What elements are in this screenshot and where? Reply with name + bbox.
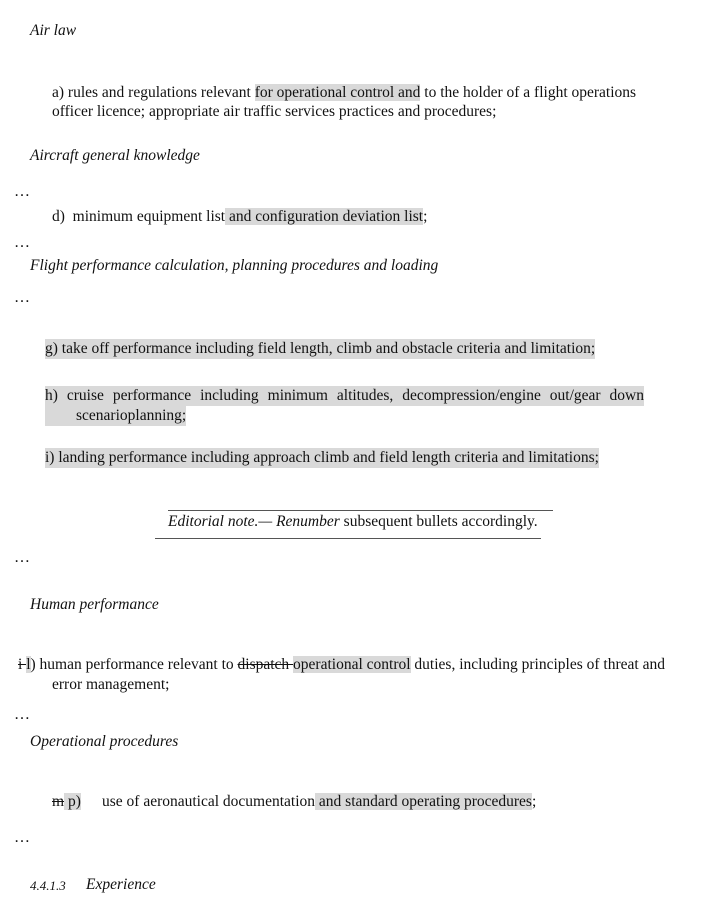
item-p-text — [102, 792, 536, 812]
item-l-line1 — [18, 655, 665, 675]
editorial-text: subsequent bullets accordingly. — [339, 513, 538, 530]
text: to the holder of a flight operations — [420, 84, 637, 101]
divider — [168, 510, 553, 511]
item-h-line1: h) cruise performance including minimum altitudes, decompression/engine out/gear down — [45, 387, 644, 404]
item-h-line2: scenarioplanning; — [45, 406, 186, 426]
ellipsis: … — [14, 549, 32, 566]
inserted-text: operational control — [293, 656, 411, 673]
text: ; — [531, 793, 537, 810]
text: duties, including principles of threat and — [410, 656, 665, 673]
inserted-text: and standard operating procedures — [315, 793, 532, 810]
deleted-text: dispatch — [237, 656, 294, 673]
item-i: i) landing performance including approach climb and field length criteria and limitations; — [45, 449, 599, 466]
inserted-text: p) — [64, 793, 81, 810]
inserted-text: and configuration deviation list — [225, 208, 424, 225]
item-a-line2: officer licence; appropriate air traffic services practices and procedures; — [52, 103, 497, 120]
deleted-text: i — [18, 656, 27, 673]
item-a-line1 — [52, 83, 636, 103]
heading-flight-performance: Flight performance calculation, planning procedures and loading — [30, 257, 439, 274]
ellipsis: … — [14, 183, 32, 200]
text: ) human performance relevant to — [30, 656, 238, 673]
ellipsis: … — [14, 706, 32, 723]
heading-operational-procedures: Operational procedures — [30, 733, 179, 750]
divider — [155, 538, 541, 539]
text: ; — [423, 208, 428, 225]
heading-air-law: Air law — [30, 22, 77, 39]
heading-human-performance: Human performance — [30, 596, 159, 613]
ellipsis: … — [14, 829, 32, 846]
heading-experience: Experience — [86, 876, 156, 893]
deleted-text: m — [52, 793, 65, 810]
heading-aircraft-general: Aircraft general knowledge — [30, 147, 200, 164]
section-number: 4.4.1.3 — [30, 878, 66, 893]
item-g: g) take off performance including field length, climb and obstacle criteria and limitation; — [45, 340, 596, 357]
item-d — [52, 207, 427, 227]
ellipsis: … — [14, 234, 32, 251]
text: minimum equipment list — [72, 208, 226, 225]
editorial-label: Editorial note.— Renumber — [168, 513, 340, 530]
text: use of aeronautical documentation — [102, 793, 316, 810]
item-label: d) — [52, 208, 65, 225]
item-label: a) — [52, 84, 65, 101]
ellipsis: … — [14, 289, 32, 306]
item-p — [52, 792, 81, 812]
editorial-note — [168, 512, 538, 532]
inserted-text: for operational control and — [254, 84, 421, 101]
text: rules and regulations relevant — [67, 84, 255, 101]
item-l-line2: error management; — [52, 676, 170, 693]
inserted-text: l — [26, 656, 31, 673]
